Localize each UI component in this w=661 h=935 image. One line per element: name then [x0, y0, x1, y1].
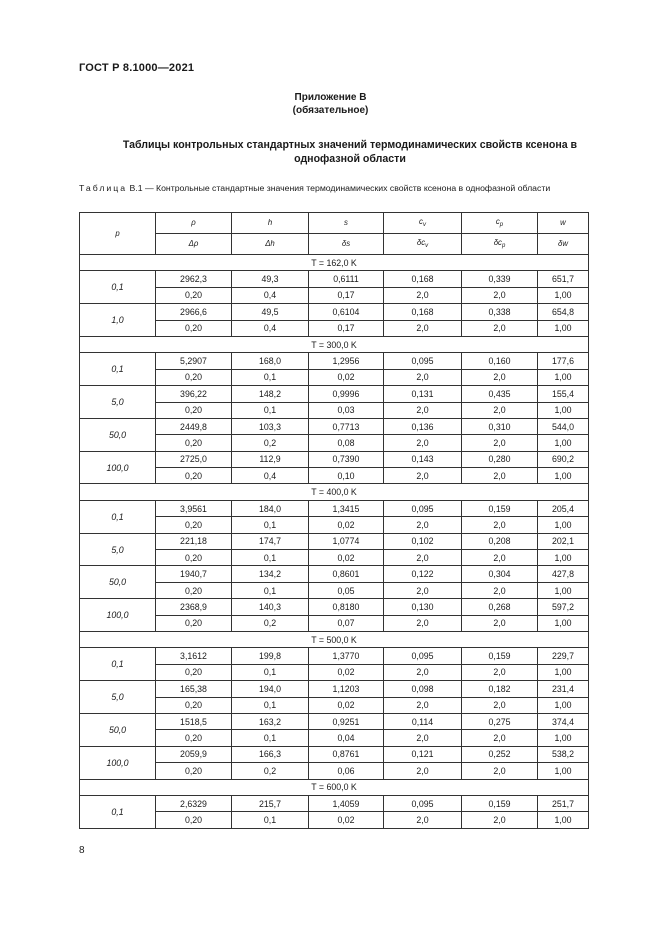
uncertainty-cell: 0,20 [156, 517, 232, 533]
uncertainty-cell: 2,0 [462, 320, 538, 336]
value-cell: 0,9251 [309, 713, 384, 729]
value-cell: 103,3 [232, 418, 309, 434]
value-cell: 0,7713 [309, 418, 384, 434]
value-cell: 651,7 [538, 271, 589, 287]
symbol: δw [558, 239, 568, 248]
uncertainty-cell: 0,4 [232, 287, 309, 303]
uncertainty-cell: 0,02 [309, 664, 384, 680]
header-uncertainty [309, 234, 384, 255]
uncertainty-cell: 0,1 [232, 730, 309, 746]
pressure-cell: 5,0 [80, 681, 156, 714]
value-cell: 597,2 [538, 599, 589, 615]
uncertainty-cell: 0,20 [156, 320, 232, 336]
uncertainty-cell: 0,1 [232, 517, 309, 533]
uncertainty-row [80, 763, 589, 779]
pressure-cell: 0,1 [80, 648, 156, 681]
uncertainty-cell: 1,00 [538, 517, 589, 533]
uncertainty-cell: 0,04 [309, 730, 384, 746]
table-caption-prefix: Таблица [79, 183, 128, 193]
uncertainty-cell: 1,00 [538, 697, 589, 713]
uncertainty-cell: 2,0 [462, 517, 538, 533]
value-cell: 148,2 [232, 386, 309, 402]
symbol-subscript: p [499, 221, 504, 228]
value-cell: 2,6329 [156, 795, 232, 811]
uncertainty-cell: 0,20 [156, 730, 232, 746]
value-cell: 231,4 [538, 681, 589, 697]
value-cell: 199,8 [232, 648, 309, 664]
page-number: 8 [79, 845, 85, 856]
uncertainty-cell: 2,0 [462, 615, 538, 631]
value-cell: 0,310 [462, 418, 538, 434]
value-cell: 0,208 [462, 533, 538, 549]
pressure-cell: 0,1 [80, 500, 156, 533]
value-cell: 0,252 [462, 746, 538, 762]
symbol-subscript: v [425, 242, 429, 249]
uncertainty-cell: 2,0 [462, 402, 538, 418]
value-cell: 654,8 [538, 304, 589, 320]
value-cell: 427,8 [538, 566, 589, 582]
value-cell: 0,130 [384, 599, 462, 615]
value-cell: 0,095 [384, 648, 462, 664]
properties-table [79, 212, 589, 829]
uncertainty-row [80, 468, 589, 484]
value-cell: 0,095 [384, 795, 462, 811]
pressure-cell: 0,1 [80, 353, 156, 386]
value-row [80, 648, 589, 664]
pressure-cell: 100,0 [80, 599, 156, 632]
value-cell: 0,095 [384, 500, 462, 516]
uncertainty-cell: 2,0 [462, 664, 538, 680]
value-row [80, 500, 589, 516]
pressure-cell: 0,1 [80, 271, 156, 304]
value-row [80, 566, 589, 582]
uncertainty-cell: 1,00 [538, 287, 589, 303]
symbol: δc [416, 237, 426, 247]
symbol: c [419, 216, 423, 226]
value-cell: 3,1612 [156, 648, 232, 664]
value-cell: 0,102 [384, 533, 462, 549]
temperature-label: T = 400,0 K [80, 484, 589, 500]
header-uncertainty [156, 234, 232, 255]
uncertainty-cell: 1,00 [538, 550, 589, 566]
uncertainty-cell: 1,00 [538, 763, 589, 779]
uncertainty-cell: 0,20 [156, 582, 232, 598]
uncertainty-cell: 0,02 [309, 812, 384, 828]
uncertainty-cell: 2,0 [384, 287, 462, 303]
uncertainty-row [80, 615, 589, 631]
header-property [156, 213, 232, 234]
value-cell: 1,3415 [309, 500, 384, 516]
value-cell: 2368,9 [156, 599, 232, 615]
value-cell: 0,339 [462, 271, 538, 287]
uncertainty-cell: 0,03 [309, 402, 384, 418]
uncertainty-cell: 2,0 [462, 468, 538, 484]
value-cell: 0,159 [462, 795, 538, 811]
uncertainty-cell: 2,0 [384, 320, 462, 336]
uncertainty-cell: 1,00 [538, 369, 589, 385]
symbol: h [267, 218, 273, 227]
uncertainty-cell: 2,0 [462, 730, 538, 746]
value-cell: 49,3 [232, 271, 309, 287]
value-row [80, 599, 589, 615]
value-cell: 163,2 [232, 713, 309, 729]
symbol: ρ [191, 218, 196, 227]
value-cell: 0,168 [384, 304, 462, 320]
value-cell: 0,160 [462, 353, 538, 369]
value-cell: 374,4 [538, 713, 589, 729]
table-body [80, 213, 589, 829]
uncertainty-cell: 1,00 [538, 402, 589, 418]
value-row [80, 746, 589, 762]
uncertainty-cell: 2,0 [384, 615, 462, 631]
section-title: Таблицы контрольных стандартных значений термодинамических свойств ксенона в однофазной области [122, 139, 578, 165]
pressure-cell: 50,0 [80, 713, 156, 746]
uncertainty-row [80, 664, 589, 680]
uncertainty-row [80, 517, 589, 533]
symbol: w [560, 218, 566, 227]
value-cell: 538,2 [538, 746, 589, 762]
value-cell: 544,0 [538, 418, 589, 434]
value-cell: 0,143 [384, 451, 462, 467]
uncertainty-cell: 0,02 [309, 517, 384, 533]
header-uncertainty [538, 234, 589, 255]
uncertainty-cell: 0,1 [232, 369, 309, 385]
appendix-status: (обязательное) [292, 105, 369, 116]
table-caption [79, 182, 589, 194]
symbol: Δh [265, 239, 275, 248]
value-cell: 215,7 [232, 795, 309, 811]
uncertainty-cell: 0,06 [309, 763, 384, 779]
uncertainty-cell: 0,2 [232, 763, 309, 779]
uncertainty-cell: 0,20 [156, 812, 232, 828]
temperature-label: T = 162,0 K [80, 255, 589, 271]
uncertainty-cell: 0,20 [156, 468, 232, 484]
header-property [309, 213, 384, 234]
uncertainty-cell: 0,20 [156, 402, 232, 418]
symbol-subscript: p [501, 242, 506, 249]
uncertainty-cell: 2,0 [384, 468, 462, 484]
uncertainty-cell: 0,1 [232, 812, 309, 828]
value-cell: 2449,8 [156, 418, 232, 434]
value-row [80, 304, 589, 320]
uncertainty-cell: 1,00 [538, 582, 589, 598]
value-cell: 140,3 [232, 599, 309, 615]
value-cell: 396,22 [156, 386, 232, 402]
uncertainty-row [80, 435, 589, 451]
value-cell: 202,1 [538, 533, 589, 549]
uncertainty-cell: 0,20 [156, 287, 232, 303]
value-cell: 0,8180 [309, 599, 384, 615]
value-cell: 0,338 [462, 304, 538, 320]
uncertainty-row [80, 550, 589, 566]
uncertainty-cell: 0,1 [232, 664, 309, 680]
uncertainty-cell: 0,02 [309, 369, 384, 385]
value-cell: 690,2 [538, 451, 589, 467]
value-cell: 1518,5 [156, 713, 232, 729]
value-cell: 0,8601 [309, 566, 384, 582]
uncertainty-cell: 0,07 [309, 615, 384, 631]
value-cell: 194,0 [232, 681, 309, 697]
appendix-heading [0, 91, 661, 117]
pressure-cell: 5,0 [80, 386, 156, 419]
temperature-row [80, 631, 589, 647]
uncertainty-cell: 0,1 [232, 697, 309, 713]
uncertainty-cell: 2,0 [384, 369, 462, 385]
value-cell: 0,280 [462, 451, 538, 467]
header-property [462, 213, 538, 234]
uncertainty-row [80, 369, 589, 385]
value-cell: 0,7390 [309, 451, 384, 467]
value-cell: 155,4 [538, 386, 589, 402]
uncertainty-cell: 0,17 [309, 320, 384, 336]
uncertainty-cell: 1,00 [538, 468, 589, 484]
uncertainty-cell: 1,00 [538, 615, 589, 631]
uncertainty-cell: 0,02 [309, 697, 384, 713]
value-cell: 0,159 [462, 500, 538, 516]
value-cell: 1,0774 [309, 533, 384, 549]
header-uncertainty [462, 234, 538, 255]
uncertainty-cell: 1,00 [538, 812, 589, 828]
standard-designation: ГОСТ Р 8.1000—2021 [79, 62, 195, 74]
uncertainty-cell: 0,20 [156, 615, 232, 631]
uncertainty-row [80, 697, 589, 713]
value-cell: 0,159 [462, 648, 538, 664]
uncertainty-row [80, 402, 589, 418]
value-cell: 229,7 [538, 648, 589, 664]
temperature-row [80, 484, 589, 500]
uncertainty-cell: 2,0 [384, 730, 462, 746]
value-cell: 2059,9 [156, 746, 232, 762]
value-cell: 0,6104 [309, 304, 384, 320]
header-property [232, 213, 309, 234]
pressure-cell: 100,0 [80, 451, 156, 484]
value-row [80, 451, 589, 467]
uncertainty-cell: 0,20 [156, 550, 232, 566]
uncertainty-cell: 0,02 [309, 550, 384, 566]
value-row [80, 713, 589, 729]
value-cell: 0,095 [384, 353, 462, 369]
table-caption-text: В.1 — Контрольные стандартные значения термодинамических свойств ксенона в однофазной области [129, 183, 551, 193]
symbol: δc [493, 237, 502, 247]
uncertainty-cell: 2,0 [462, 435, 538, 451]
uncertainty-cell: 2,0 [384, 812, 462, 828]
value-cell: 0,8761 [309, 746, 384, 762]
uncertainty-cell: 0,2 [232, 615, 309, 631]
uncertainty-cell: 1,00 [538, 435, 589, 451]
value-cell: 3,9561 [156, 500, 232, 516]
uncertainty-cell: 2,0 [384, 550, 462, 566]
uncertainty-cell: 2,0 [384, 763, 462, 779]
uncertainty-cell: 0,10 [309, 468, 384, 484]
symbol: Δρ [188, 239, 199, 248]
uncertainty-cell: 2,0 [384, 517, 462, 533]
temperature-row [80, 336, 589, 352]
value-cell: 0,131 [384, 386, 462, 402]
uncertainty-cell: 2,0 [384, 582, 462, 598]
pressure-cell: 50,0 [80, 566, 156, 599]
uncertainty-cell: 0,20 [156, 697, 232, 713]
value-cell: 177,6 [538, 353, 589, 369]
value-cell: 0,098 [384, 681, 462, 697]
uncertainty-cell: 0,05 [309, 582, 384, 598]
value-cell: 134,2 [232, 566, 309, 582]
symbol: δs [341, 239, 351, 248]
pressure-cell: 50,0 [80, 418, 156, 451]
uncertainty-cell: 0,20 [156, 369, 232, 385]
uncertainty-cell: 0,1 [232, 582, 309, 598]
uncertainty-cell: 2,0 [462, 812, 538, 828]
temperature-label: T = 500,0 K [80, 631, 589, 647]
symbol-subscript: v [422, 221, 426, 228]
value-cell: 0,304 [462, 566, 538, 582]
uncertainty-cell: 2,0 [384, 435, 462, 451]
header-uncertainty [232, 234, 309, 255]
value-cell: 0,168 [384, 271, 462, 287]
value-row [80, 418, 589, 434]
value-cell: 2962,3 [156, 271, 232, 287]
uncertainty-cell: 0,2 [232, 435, 309, 451]
value-cell: 0,122 [384, 566, 462, 582]
temperature-label: T = 300,0 K [80, 336, 589, 352]
uncertainty-cell: 2,0 [462, 287, 538, 303]
value-cell: 0,6111 [309, 271, 384, 287]
uncertainty-row [80, 730, 589, 746]
value-cell: 184,0 [232, 500, 309, 516]
value-cell: 0,435 [462, 386, 538, 402]
uncertainty-cell: 2,0 [384, 402, 462, 418]
value-cell: 0,275 [462, 713, 538, 729]
uncertainty-cell: 0,17 [309, 287, 384, 303]
value-cell: 1,3770 [309, 648, 384, 664]
uncertainty-row [80, 582, 589, 598]
value-cell: 0,9996 [309, 386, 384, 402]
uncertainty-cell: 2,0 [462, 369, 538, 385]
value-cell: 1940,7 [156, 566, 232, 582]
symbol: s [344, 218, 348, 227]
value-cell: 0,136 [384, 418, 462, 434]
uncertainty-cell: 2,0 [462, 697, 538, 713]
value-cell: 1,4059 [309, 795, 384, 811]
temperature-row [80, 255, 589, 271]
uncertainty-cell: 0,20 [156, 664, 232, 680]
header-property [538, 213, 589, 234]
value-cell: 2725,0 [156, 451, 232, 467]
value-cell: 112,9 [232, 451, 309, 467]
header-pressure: p [80, 213, 156, 255]
value-cell: 165,38 [156, 681, 232, 697]
uncertainty-cell: 2,0 [384, 664, 462, 680]
pressure-cell: 0,1 [80, 795, 156, 828]
header-row-uncertainties [80, 234, 589, 255]
uncertainty-row [80, 287, 589, 303]
pressure-cell: 1,0 [80, 304, 156, 337]
value-cell: 168,0 [232, 353, 309, 369]
uncertainty-cell: 0,4 [232, 320, 309, 336]
pressure-cell: 5,0 [80, 533, 156, 566]
uncertainty-cell: 1,00 [538, 320, 589, 336]
header-property [384, 213, 462, 234]
uncertainty-cell: 2,0 [462, 582, 538, 598]
temperature-label: T = 600,0 K [80, 779, 589, 795]
value-cell: 0,268 [462, 599, 538, 615]
value-cell: 2966,6 [156, 304, 232, 320]
uncertainty-cell: 0,20 [156, 763, 232, 779]
value-row [80, 353, 589, 369]
value-cell: 166,3 [232, 746, 309, 762]
appendix-title: Приложение В [294, 92, 367, 103]
uncertainty-row [80, 320, 589, 336]
uncertainty-cell: 0,4 [232, 468, 309, 484]
value-cell: 0,182 [462, 681, 538, 697]
value-cell: 1,2956 [309, 353, 384, 369]
uncertainty-cell: 0,1 [232, 402, 309, 418]
value-row [80, 533, 589, 549]
value-cell: 221,18 [156, 533, 232, 549]
value-row [80, 681, 589, 697]
uncertainty-cell: 1,00 [538, 730, 589, 746]
value-cell: 1,1203 [309, 681, 384, 697]
value-row [80, 271, 589, 287]
uncertainty-cell: 0,08 [309, 435, 384, 451]
uncertainty-cell: 1,00 [538, 664, 589, 680]
uncertainty-cell: 0,1 [232, 550, 309, 566]
value-cell: 0,121 [384, 746, 462, 762]
uncertainty-cell: 2,0 [462, 763, 538, 779]
uncertainty-cell: 0,20 [156, 435, 232, 451]
value-cell: 251,7 [538, 795, 589, 811]
symbol: c [495, 216, 500, 226]
header-uncertainty [384, 234, 462, 255]
value-cell: 49,5 [232, 304, 309, 320]
value-cell: 0,114 [384, 713, 462, 729]
uncertainty-cell: 2,0 [384, 697, 462, 713]
value-cell: 205,4 [538, 500, 589, 516]
temperature-row [80, 779, 589, 795]
value-cell: 5,2907 [156, 353, 232, 369]
header-row-values [80, 213, 589, 234]
value-row [80, 795, 589, 811]
value-cell: 174,7 [232, 533, 309, 549]
value-row [80, 386, 589, 402]
uncertainty-cell: 2,0 [462, 550, 538, 566]
uncertainty-row [80, 812, 589, 828]
pressure-cell: 100,0 [80, 746, 156, 779]
